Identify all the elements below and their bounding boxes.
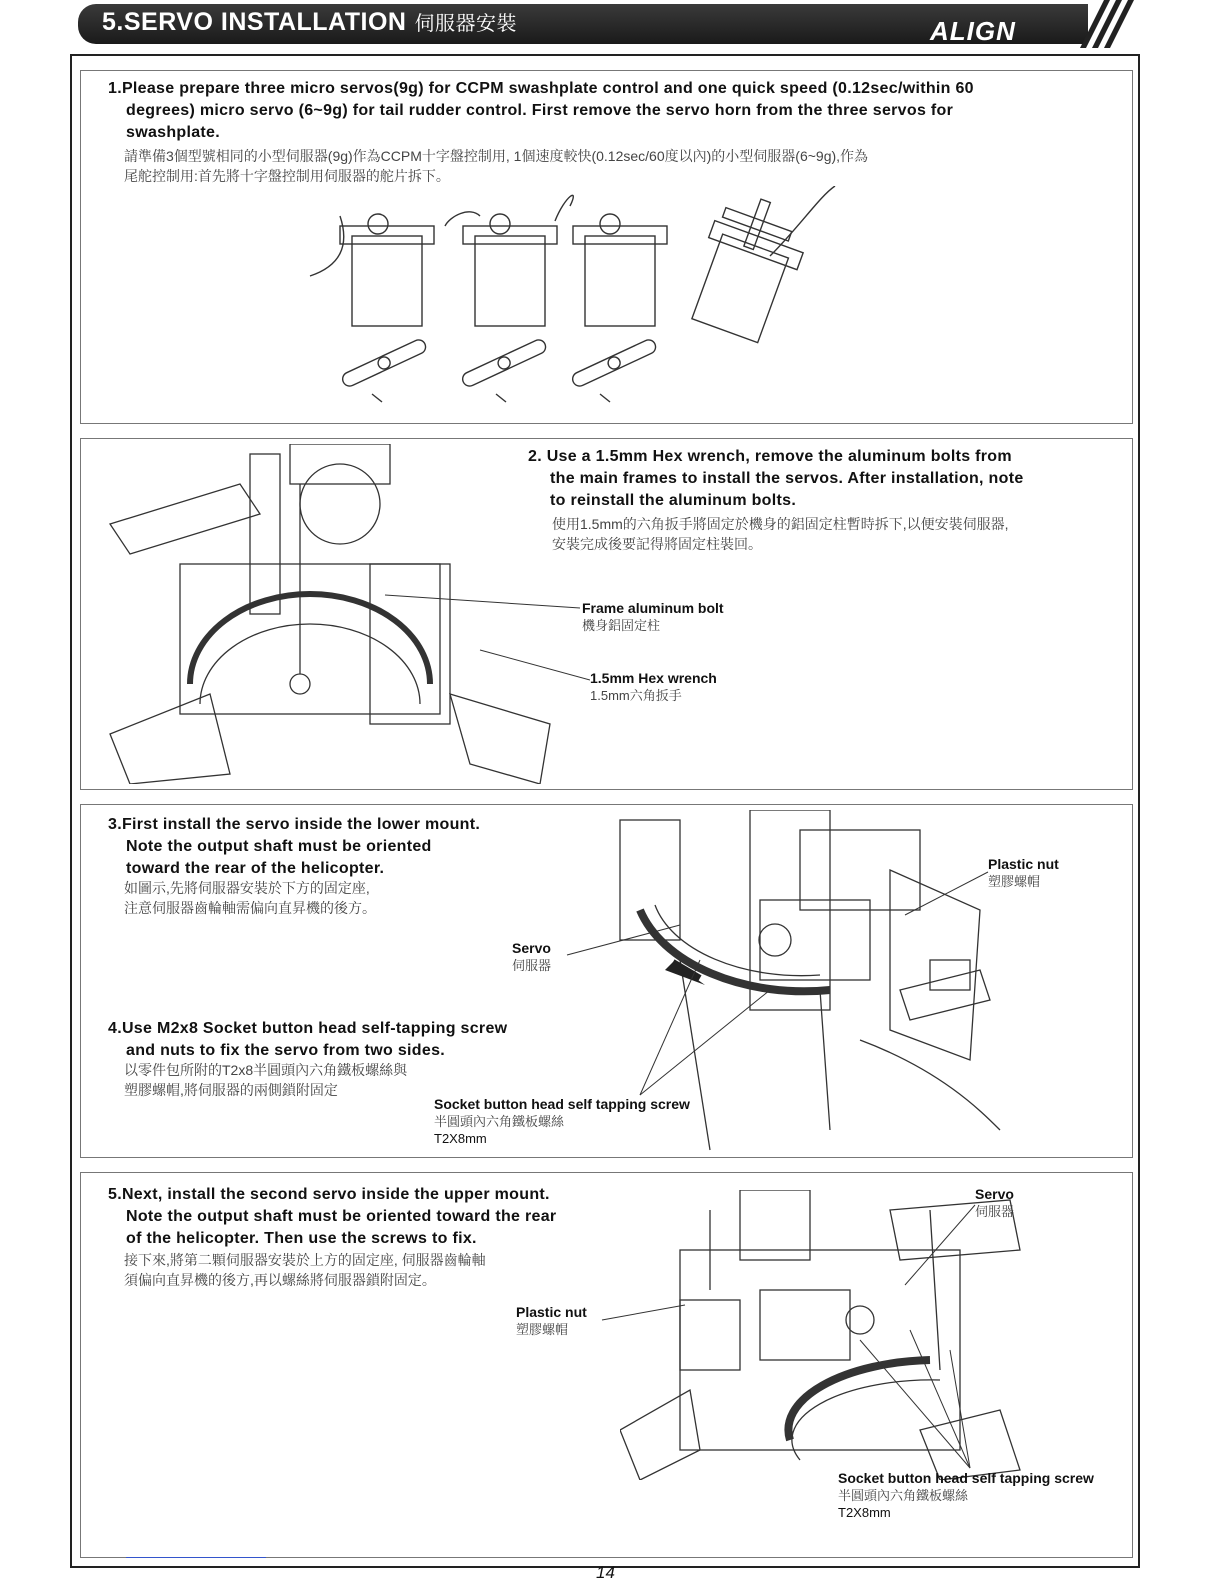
step5-cn-line2: 須偏向直昇機的後方,再以螺絲將伺服器鎖附固定。: [124, 1272, 436, 1288]
step2-leader-lines: [380, 590, 590, 720]
step2-line1: 2. Use a 1.5mm Hex wrench, remove the aluminum bolts from: [528, 448, 1012, 465]
label-wrench-cn: 1.5mm六角扳手: [590, 688, 682, 703]
step3-screw-cn: 半圓頭內六角鐵板螺絲: [434, 1114, 565, 1129]
step1-cn-line1: 請準備3個型號相同的小型伺服器(9g)作為CCPM十字盤控制用, 1個速度較快(0.12sec/60度以內)的小型伺服器(6~9g),作為: [124, 148, 869, 164]
step5-cn-line1: 接下來,將第二顆伺服器安裝於上方的固定座, 伺服器齒輪軸: [124, 1252, 486, 1268]
step5-screw-cn: 半圓頭內六角鐵板螺絲: [838, 1488, 969, 1503]
logo-stripes-icon: [1060, 0, 1140, 48]
step4-cn-text: [124, 1060, 544, 1100]
step3-line3: toward the rear of the helicopter.: [126, 860, 385, 877]
step2-text: [528, 446, 1118, 512]
step3-nut-en: Plastic nut: [988, 856, 1059, 872]
step5-cn-text: [124, 1250, 624, 1290]
step5-screw-leaders: [840, 1320, 1040, 1470]
step5-nut-en: Plastic nut: [516, 1304, 587, 1320]
step4-cn-line1: 以零件包所附的T2x8半圓頭內六角鐵板螺絲與: [124, 1062, 408, 1078]
align-logo: ALIGN: [930, 16, 1016, 46]
step3-servo-cn: 伺服器: [512, 958, 552, 973]
step3-label-screw: [434, 1096, 690, 1147]
section-title-cn: 伺服器安裝: [414, 13, 517, 35]
step1-line1: 1.Please prepare three micro servos(9g) for CCPM swashplate control and one quick speed (0.12sec/within 60: [108, 80, 974, 97]
step5-nut-cn: 塑膠螺帽: [516, 1322, 569, 1337]
step2-cn-line1: 使用1.5mm的六角扳手將固定於機身的鋁固定柱暫時拆下,以便安裝伺服器,: [552, 516, 1009, 532]
step3-cn-text: [124, 878, 544, 918]
label-frame-aluminum-bolt: [582, 600, 724, 634]
label-hex-wrench: [590, 670, 717, 704]
step3-line2: Note the output shaft must be oriented: [126, 838, 432, 855]
page-number: 14: [596, 1563, 615, 1582]
step3-line1: 3.First install the servo inside the lower mount.: [108, 816, 481, 833]
step5-servo-leader: [900, 1200, 980, 1290]
label-wrench-en: 1.5mm Hex wrench: [590, 670, 717, 686]
label-bolt-en: Frame aluminum bolt: [582, 600, 724, 616]
step1-line3: swashplate.: [126, 124, 221, 141]
step5-screw-en: Socket button head self tapping screw: [838, 1470, 1094, 1486]
step3-screw-leaders: [620, 950, 800, 1100]
step5-label-screw: [838, 1470, 1094, 1521]
step5-screw-size: T2X8mm: [838, 1505, 891, 1520]
step3-label-servo: [512, 940, 551, 974]
step1-cn-text: [124, 146, 1124, 186]
step1-line2: degrees) micro servo (6~9g) for tail rudder control. First remove the servo horn from the three servos for: [126, 102, 954, 119]
step5-label-plastic-nut: [516, 1304, 587, 1338]
step5-label-servo: [975, 1186, 1014, 1220]
step5-line3: of the helicopter. Then use the screws to fix.: [126, 1230, 477, 1247]
step2-cn-text: [552, 514, 1122, 554]
label-bolt-cn: 機身鋁固定柱: [582, 618, 661, 633]
step2-cn-line2: 安裝完成後要記得將固定柱裝回。: [552, 536, 762, 552]
step5-nut-leader: [600, 1300, 690, 1330]
step4-text: [108, 1018, 568, 1062]
step5-text: [108, 1184, 628, 1250]
step3-screw-en: Socket button head self tapping screw: [434, 1096, 690, 1112]
footer-rule: [126, 1557, 266, 1558]
step3-nut-leader: [900, 870, 990, 920]
step1-text: [108, 78, 1118, 144]
step4-line1: 4.Use M2x8 Socket button head self-tapping screw: [108, 1020, 508, 1037]
step3-cn-line2: 注意伺服器齒輪軸需偏向直昇機的後方。: [124, 900, 376, 916]
page-header: [0, 0, 1224, 48]
step1-cn-line2: 尾舵控制用:首先將十字盤控制用伺服器的舵片拆下。: [124, 168, 450, 184]
step3-cn-line1: 如圖示,先將伺服器安裝於下方的固定座,: [124, 880, 370, 896]
step2-line3: to reinstall the aluminum bolts.: [550, 492, 797, 509]
step3-label-plastic-nut: [988, 856, 1059, 890]
section-title: [102, 8, 517, 37]
step4-line2: and nuts to fix the servo from two sides.: [126, 1042, 446, 1059]
step3-nut-cn: 塑膠螺帽: [988, 874, 1041, 889]
step3-screw-size: T2X8mm: [434, 1131, 487, 1146]
step5-line2: Note the output shaft must be oriented toward the rear: [126, 1208, 557, 1225]
step2-line2: the main frames to install the servos. After installation, note: [550, 470, 1024, 487]
step5-servo-en: Servo: [975, 1186, 1014, 1202]
step3-text: [108, 814, 568, 880]
step5-line1: 5.Next, install the second servo inside the upper mount.: [108, 1186, 550, 1203]
section-title-en: 5.SERVO INSTALLATION: [102, 8, 407, 36]
step5-servo-cn: 伺服器: [975, 1204, 1015, 1219]
servos-illustration: [300, 186, 860, 416]
step4-cn-line2: 塑膠螺帽,將伺服器的兩側鎖附固定: [124, 1082, 338, 1098]
step3-servo-en: Servo: [512, 940, 551, 956]
